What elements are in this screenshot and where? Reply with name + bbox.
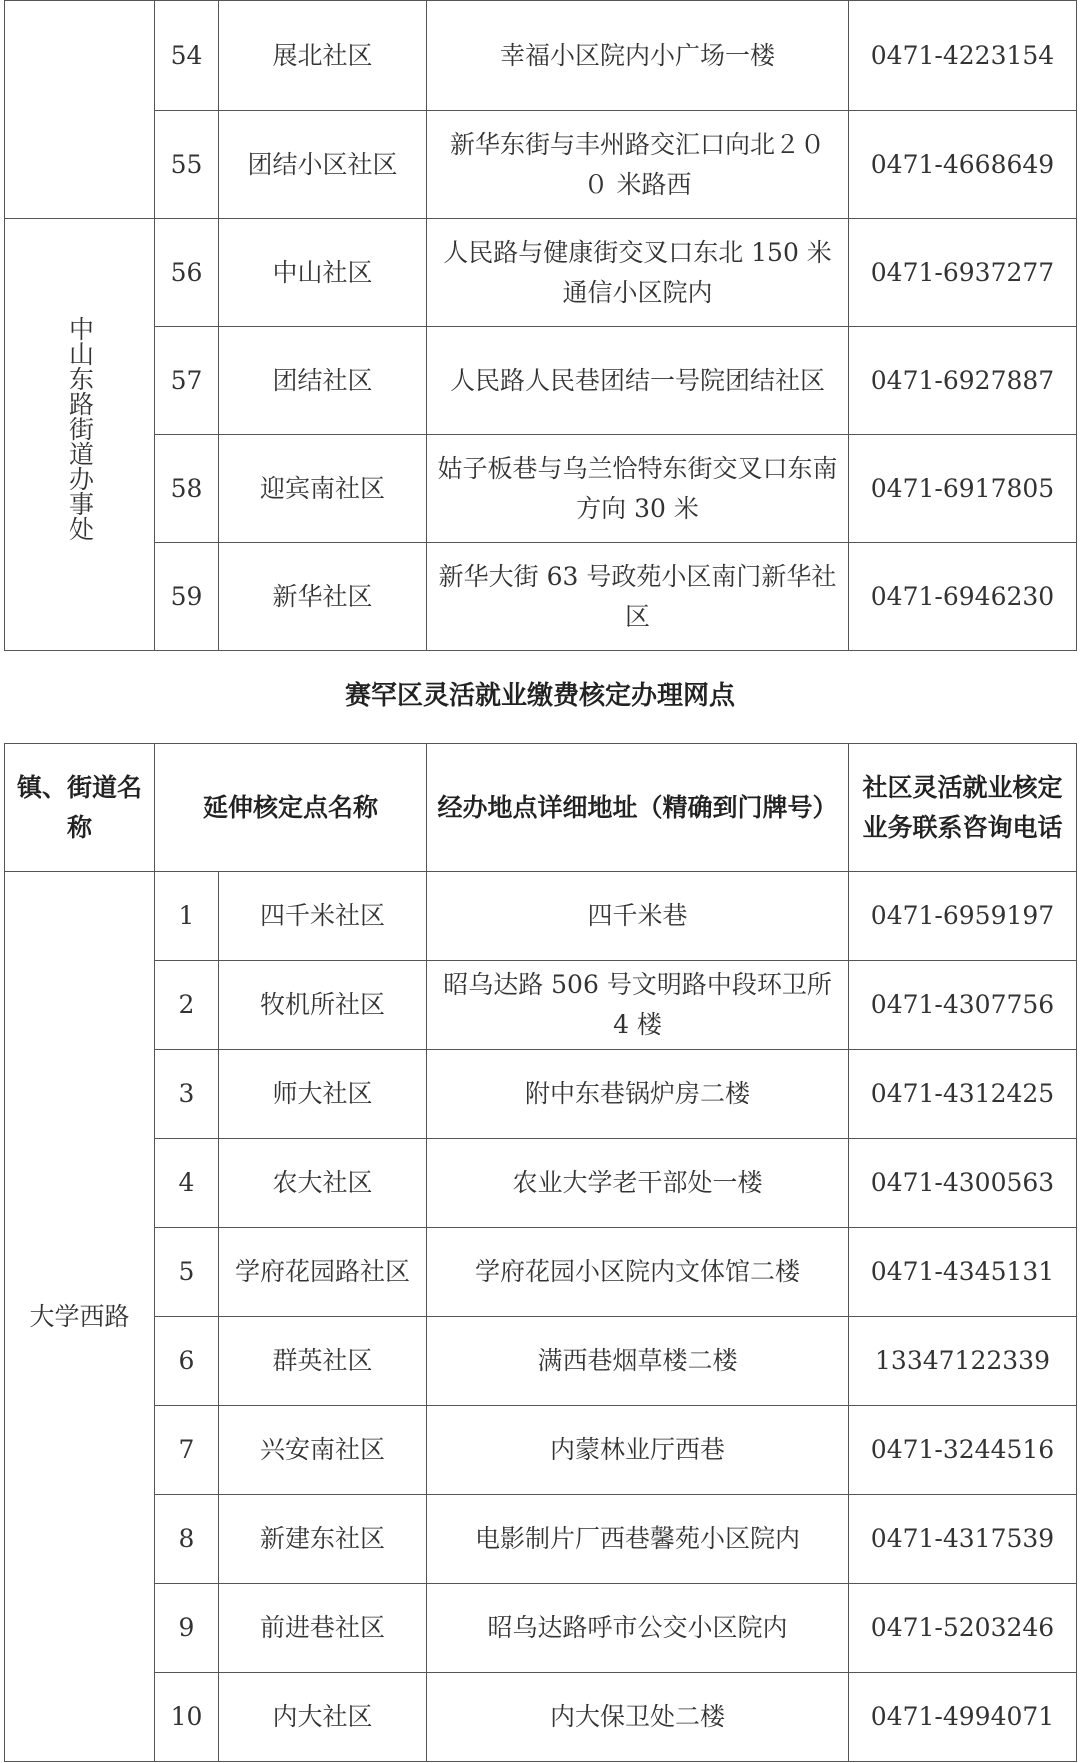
header-row xyxy=(5,744,1077,872)
community-address: 内大保卫处二楼 xyxy=(427,1673,849,1762)
community-name: 农大社区 xyxy=(219,1139,427,1228)
header-town: 镇、街道名称 xyxy=(5,744,155,872)
header-address: 经办地点详细地址（精确到门牌号） xyxy=(427,744,849,872)
community-address: 姑子板巷与乌兰恰特东街交叉口东南方向 30 米 xyxy=(427,435,849,543)
community-phone: 0471-4345131 xyxy=(849,1228,1077,1317)
table-row xyxy=(5,1228,1077,1317)
community-phone: 0471-4300563 xyxy=(849,1139,1077,1228)
community-phone: 0471-6959197 xyxy=(849,872,1077,961)
table-row xyxy=(5,1584,1077,1673)
section-title: 赛罕区灵活就业缴费核定办理网点 xyxy=(344,681,735,711)
table-row xyxy=(5,872,1077,961)
row-number: 59 xyxy=(155,543,219,651)
community-name: 内大社区 xyxy=(219,1673,427,1762)
community-address: 农业大学老干部处一楼 xyxy=(427,1139,849,1228)
row-number: 58 xyxy=(155,435,219,543)
community-name: 学府花园路社区 xyxy=(219,1228,427,1317)
table-row xyxy=(5,1139,1077,1228)
community-phone: 0471-4317539 xyxy=(849,1495,1077,1584)
community-name: 中山社区 xyxy=(219,219,427,327)
community-address: 新华东街与丰州路交汇口向北２０ ０ 米路西 xyxy=(427,111,849,219)
row-number: 56 xyxy=(155,219,219,327)
table-row xyxy=(5,1,1077,111)
group-label: 中山东路街道办事处 xyxy=(65,316,95,541)
row-number: 4 xyxy=(155,1139,219,1228)
row-number: 7 xyxy=(155,1406,219,1495)
community-phone: 0471-6937277 xyxy=(849,219,1077,327)
row-number: 9 xyxy=(155,1584,219,1673)
community-phone: 0471-4312425 xyxy=(849,1050,1077,1139)
community-name: 师大社区 xyxy=(219,1050,427,1139)
row-number: 5 xyxy=(155,1228,219,1317)
table-row xyxy=(5,1317,1077,1406)
community-name: 团结小区社区 xyxy=(219,111,427,219)
bottom-table xyxy=(4,743,1077,1762)
top-table xyxy=(4,0,1077,651)
community-phone: 0471-4668649 xyxy=(849,111,1077,219)
community-address: 学府花园小区院内文体馆二楼 xyxy=(427,1228,849,1317)
table-row xyxy=(5,1050,1077,1139)
community-address: 幸福小区院内小广场一楼 xyxy=(427,1,849,111)
group-cell-zhongshan xyxy=(5,219,155,651)
table-row xyxy=(5,435,1077,543)
community-phone: 0471-4307756 xyxy=(849,961,1077,1050)
community-name: 展北社区 xyxy=(219,1,427,111)
table-row xyxy=(5,327,1077,435)
header-point: 延伸核定点名称 xyxy=(155,744,427,872)
row-number: 1 xyxy=(155,872,219,961)
row-number: 54 xyxy=(155,1,219,111)
row-number: 8 xyxy=(155,1495,219,1584)
community-name: 群英社区 xyxy=(219,1317,427,1406)
group-cell-top-prev xyxy=(5,1,155,219)
community-address: 昭乌达路 506 号文明路中段环卫所 4 楼 xyxy=(427,961,849,1050)
community-address: 满西巷烟草楼二楼 xyxy=(427,1317,849,1406)
group-cell-daxue xyxy=(5,872,155,1762)
table-row xyxy=(5,219,1077,327)
row-number: 6 xyxy=(155,1317,219,1406)
community-name: 团结社区 xyxy=(219,327,427,435)
row-number: 10 xyxy=(155,1673,219,1762)
community-phone: 13347122339 xyxy=(849,1317,1077,1406)
table-row xyxy=(5,1406,1077,1495)
community-phone: 0471-3244516 xyxy=(849,1406,1077,1495)
table-row xyxy=(5,111,1077,219)
community-phone: 0471-4223154 xyxy=(849,1,1077,111)
row-number: 2 xyxy=(155,961,219,1050)
community-address: 新华大街 63 号政苑小区南门新华社区 xyxy=(427,543,849,651)
community-name: 迎宾南社区 xyxy=(219,435,427,543)
community-name: 新建东社区 xyxy=(219,1495,427,1584)
row-number: 3 xyxy=(155,1050,219,1139)
community-phone: 0471-6946230 xyxy=(849,543,1077,651)
community-address: 内蒙林业厅西巷 xyxy=(427,1406,849,1495)
community-address: 人民路人民巷团结一号院团结社区 xyxy=(427,327,849,435)
community-phone: 0471-4994071 xyxy=(849,1673,1077,1762)
community-phone: 0471-6917805 xyxy=(849,435,1077,543)
header-phone: 社区灵活就业核定业务联系咨询电话 xyxy=(849,744,1077,872)
community-name: 四千米社区 xyxy=(219,872,427,961)
table-row xyxy=(5,543,1077,651)
group-label: 大学西路 xyxy=(29,1301,130,1331)
community-address: 附中东巷锅炉房二楼 xyxy=(427,1050,849,1139)
community-name: 前进巷社区 xyxy=(219,1584,427,1673)
community-address: 电影制片厂西巷馨苑小区院内 xyxy=(427,1495,849,1584)
community-phone: 0471-5203246 xyxy=(849,1584,1077,1673)
community-address: 四千米巷 xyxy=(427,872,849,961)
table-row xyxy=(5,1495,1077,1584)
table-row xyxy=(5,961,1077,1050)
community-name: 新华社区 xyxy=(219,543,427,651)
row-number: 57 xyxy=(155,327,219,435)
community-address: 昭乌达路呼市公交小区院内 xyxy=(427,1584,849,1673)
community-address: 人民路与健康街交叉口东北 150 米通信小区院内 xyxy=(427,219,849,327)
row-number: 55 xyxy=(155,111,219,219)
community-phone: 0471-6927887 xyxy=(849,327,1077,435)
community-name: 兴安南社区 xyxy=(219,1406,427,1495)
community-name: 牧机所社区 xyxy=(219,961,427,1050)
table-row xyxy=(5,1673,1077,1762)
